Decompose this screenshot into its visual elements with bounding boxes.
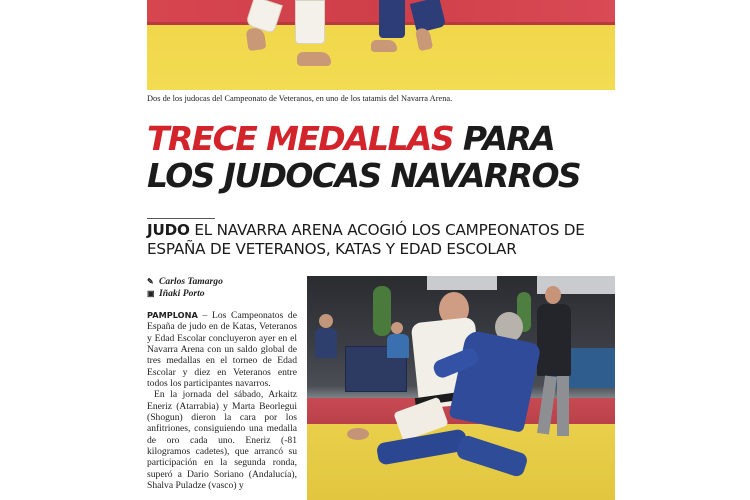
blue-judoka-foot (415, 27, 433, 51)
blue-judoka-foot (371, 40, 397, 52)
main-photo (307, 276, 615, 500)
top-photo (147, 0, 615, 90)
byline-photographer (147, 288, 297, 300)
headline-line-1-rest: PARA (462, 119, 555, 158)
section-rule (147, 218, 215, 219)
judoka-foot (347, 428, 369, 440)
subheadline-text: EL NAVARRA ARENA ACOGIÓ LOS CAMPEONATOS DE ESPAÑA DE VETERANOS, KATAS Y EDAD ESCOLAR (147, 221, 585, 258)
photo-caption: Dos de los judocas del Campeonato de Veteranos, en uno de los tatamis del Navarra Arena. (147, 94, 453, 103)
dateline-city: PAMPLONA (147, 310, 198, 320)
blue-judoka-leg (410, 0, 446, 33)
photographer-name: Iñaki Porto (159, 287, 205, 299)
byline (147, 276, 297, 299)
author-name: Carlos Tamargo (159, 276, 223, 287)
byline-author (147, 276, 297, 288)
white-judoka-foot (297, 52, 331, 66)
spectator (391, 322, 403, 334)
headline-line-2: LOS JUDOCAS NAVARROS (147, 156, 581, 195)
article-paragraph: En la jornada del sábado, Arkaitz Eneriz (Atarrabia) y Marta Beorlegui (Shogun) dieron la cara por los anfitriones, consiguiendo una medalla de oro cada uno. Eneriz (-81 kilogramos cadetes), que arrancó su participación en la segunda ronda, superó a Dario Soriano (Andalucía), Shalva Puladze (vasco) y (147, 389, 297, 492)
referee-leg (557, 376, 569, 436)
headline-line-1 (147, 120, 615, 157)
subheadline (147, 221, 615, 259)
arena-light (427, 276, 497, 290)
white-judoka-leg (295, 0, 325, 44)
headline-red-part: TRECE MEDALLAS (147, 119, 453, 158)
article-body (147, 310, 297, 500)
section-kicker: JUDO (147, 221, 190, 239)
referee-body (537, 304, 571, 376)
spectator (319, 314, 333, 328)
referee-head (545, 286, 561, 304)
spectator (315, 328, 337, 358)
blue-judoka-leg (379, 0, 405, 38)
headline (147, 120, 615, 194)
background-plant (373, 286, 391, 336)
paragraph-1-text: – Los Campeonatos de España de judo en de Katas, Veteranos y Edad Escolar concluyeron ayer en el Navarra Arena con un saldo global de tres medallas en el torneo de Edad Escolar y diez en Veteranos entre todos los participantes navarros. (147, 310, 297, 390)
camera-icon: ▣ (147, 288, 155, 298)
newspaper-page (147, 0, 615, 500)
article-paragraph (147, 310, 297, 389)
pen-icon: ✎ (147, 277, 154, 286)
spectator (387, 334, 409, 358)
